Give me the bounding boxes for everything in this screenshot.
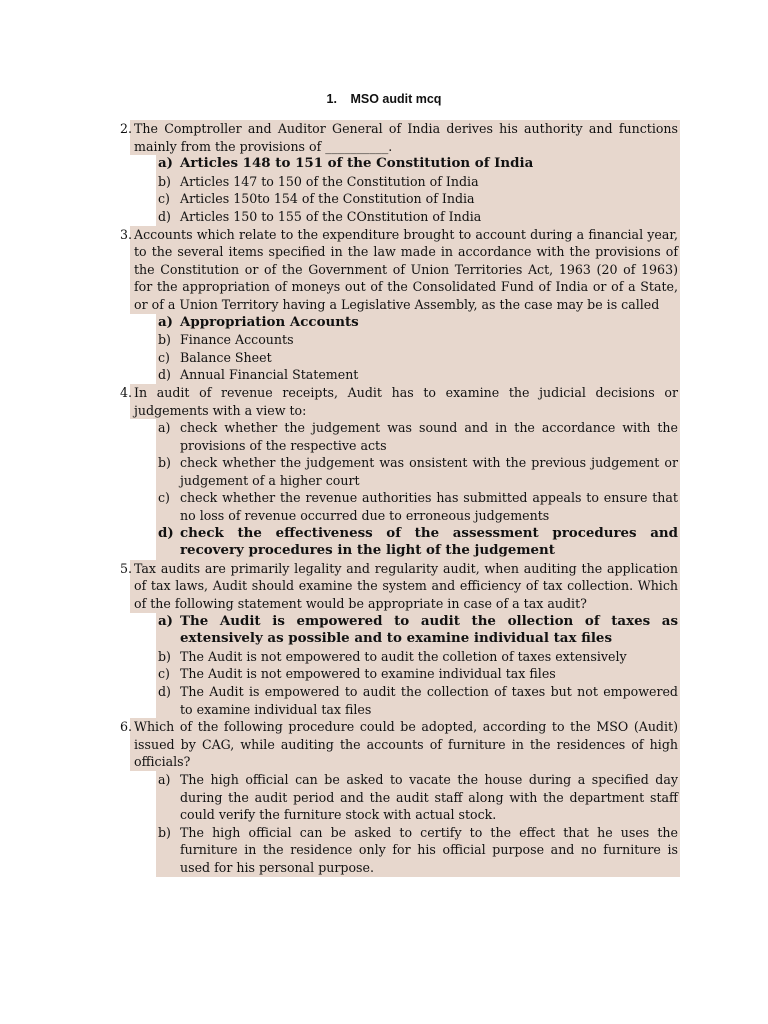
option-list xyxy=(156,419,680,560)
option-text: Articles 150 to 155 of the COnstitution of India xyxy=(180,208,482,224)
option-letter: a) xyxy=(158,612,174,629)
option-correct xyxy=(156,314,680,332)
option-letter: c) xyxy=(158,191,170,207)
option-text: The high official can be asked to certify to the effect that he uses the furniture in the residence only for his official purpose and no furniture is used for his personal purpose. xyxy=(180,824,678,875)
question-list xyxy=(108,120,680,877)
option xyxy=(156,454,680,489)
option-text: Balance Sheet xyxy=(180,349,272,365)
option-text: The Audit is empowered to audit the collection of taxes but not empowered to examine individual tax files xyxy=(180,684,678,717)
question-number: 5. xyxy=(119,560,132,576)
option-text: The Audit is not empowered to examine individual tax files xyxy=(180,666,556,682)
option-letter: c) xyxy=(158,349,170,365)
option-letter: b) xyxy=(158,332,171,348)
option-text: Articles 148 to 151 of the Constitution of India xyxy=(180,155,534,172)
option xyxy=(156,366,680,384)
option-text: Annual Financial Statement xyxy=(180,367,359,383)
option xyxy=(156,648,680,666)
option-text: check the effectiveness of the assessment procedures and recovery procedures in the light of the judgement xyxy=(180,524,678,559)
question-number: 3. xyxy=(119,226,132,242)
option-letter: d) xyxy=(158,367,171,383)
option-text: check whether the revenue authorities has submitted appeals to ensure that no loss of revenue occurred due to erroneous judgements xyxy=(180,490,678,524)
question-text: The Comptroller and Auditor General of India derives his authority and functions mainly from the provisions of __________. xyxy=(130,120,680,155)
option-correct xyxy=(156,613,680,648)
option xyxy=(156,331,680,349)
option-letter: a) xyxy=(158,155,174,172)
option xyxy=(156,824,680,877)
option-letter: b) xyxy=(158,648,171,664)
option-text: The high official can be asked to vacate the house during a specified day during the audit period and the audit staff along with the department staff could verify the furniture stock with actual stock. xyxy=(180,771,678,823)
question-number: 6. xyxy=(119,719,132,735)
option xyxy=(156,190,680,208)
option-text: The Audit is empowered to audit the ollection of taxes as extensively as possible and to examine individual tax files xyxy=(180,612,678,647)
option-text: Articles 150to 154 of the Constitution of India xyxy=(180,191,475,207)
option-text: Appropriation Accounts xyxy=(180,313,359,330)
title-number: 1. xyxy=(326,92,337,106)
page-title xyxy=(0,92,768,106)
option xyxy=(156,419,680,454)
option xyxy=(156,489,680,524)
option xyxy=(156,771,680,824)
option-text: The Audit is not empowered to audit the colletion of taxes extensively xyxy=(180,648,627,664)
option-letter: b) xyxy=(158,455,171,471)
option-letter: b) xyxy=(158,173,171,189)
question-text: Accounts which relate to the expenditure brought to account during a financial year, to the several items specified in the law made in accordance with the provisions of the Constitution or of the Government of Union Territories Act, 1963 (20 of 1963) for the appropriation of moneys out of the Consolidated Fund of India or of a State, or of a Union Territory having a Legislative Assembly, as the case may be is called xyxy=(130,226,680,314)
option-text: check whether the judgement was sound and in the accordance with the provisions of the respective acts xyxy=(180,420,678,453)
question-3 xyxy=(108,226,680,384)
option xyxy=(156,208,680,226)
option-letter: a) xyxy=(158,420,171,436)
option-letter: b) xyxy=(158,824,171,840)
option-correct xyxy=(156,155,680,173)
option-letter: d) xyxy=(158,524,174,541)
option-correct xyxy=(156,525,680,560)
title-text: MSO audit mcq xyxy=(350,92,442,106)
option xyxy=(156,665,680,683)
option-list xyxy=(156,155,680,225)
option-letter: c) xyxy=(158,490,170,506)
option-letter: a) xyxy=(158,771,171,787)
option xyxy=(156,349,680,367)
option-list xyxy=(156,314,680,384)
option xyxy=(156,683,680,718)
question-text: Which of the following procedure could be adopted, according to the MSO (Audit) issued by CAG, while auditing the accounts of furniture in the residences of high officials? xyxy=(130,718,680,771)
question-5 xyxy=(108,560,680,718)
option-letter: d) xyxy=(158,684,171,699)
option-text: Articles 147 to 150 of the Constitution of India xyxy=(180,173,479,189)
option-list xyxy=(156,613,680,719)
question-6 xyxy=(108,718,680,876)
question-number: 4. xyxy=(119,384,132,400)
option-letter: a) xyxy=(158,313,174,330)
option-text: check whether the judgement was onsistent with the previous judgement or judgement of a higher court xyxy=(180,455,678,488)
question-number: 2. xyxy=(119,121,132,136)
option xyxy=(156,173,680,191)
question-4 xyxy=(108,384,680,560)
question-2 xyxy=(108,120,680,226)
option-text: Finance Accounts xyxy=(180,332,294,348)
option-letter: d) xyxy=(158,208,171,224)
option-letter: c) xyxy=(158,666,170,682)
question-text: Tax audits are primarily legality and regularity audit, when auditing the application of tax laws, Audit should examine the system and efficiency of tax collection. Which of the following statement would be appropriate in case of a tax audit? xyxy=(130,560,680,613)
option-list xyxy=(156,771,680,877)
question-text: In audit of revenue receipts, Audit has to examine the judicial decisions or judgements with a view to: xyxy=(130,384,680,419)
